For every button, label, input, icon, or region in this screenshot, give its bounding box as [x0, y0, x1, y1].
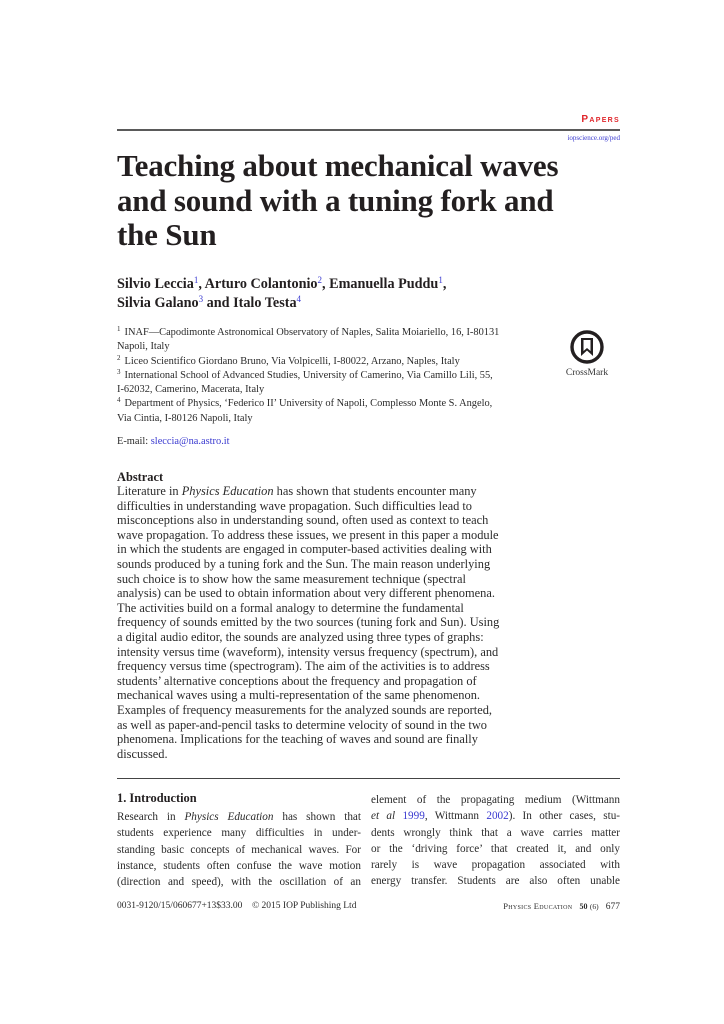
- author-name: Silvio Leccia: [117, 276, 194, 292]
- abstract-line: difficulties in understanding wave propagation. Such difficulties lead to: [117, 498, 473, 513]
- author-separator: and: [203, 295, 234, 311]
- paper-title: [117, 149, 637, 253]
- body-line: or the ‘driving force’ that created it, and only: [371, 842, 620, 855]
- text: has shown that students encounter many: [273, 484, 477, 498]
- abstract-line: mechanical waves using a multi-representation of the same phenomenon.: [117, 688, 480, 703]
- email-link[interactable]: sleccia@na.astro.it: [150, 436, 230, 447]
- author-name: Italo Testa: [233, 295, 297, 311]
- affiliation-number: 1: [117, 325, 121, 333]
- affiliation-text: Napoli, Italy: [117, 341, 170, 353]
- affiliation-item: [117, 397, 537, 426]
- text: , Wittmann: [424, 810, 487, 823]
- citation-link[interactable]: 2002: [486, 810, 509, 823]
- section-heading-introduction: 1. Introduction: [117, 791, 197, 805]
- abstract-line: phenomena. Implications for the teaching of waves and sound are finally: [117, 732, 478, 747]
- affiliation-text: INAF—Capodimonte Astronomical Observatory of Naples, Salita Moiariello, 16, I-80131: [124, 327, 500, 338]
- author-separator: ,: [322, 276, 330, 292]
- text: Research in: [117, 811, 185, 823]
- abstract-line: Examples of frequency measurements for the analyzed sounds are reported,: [117, 702, 493, 717]
- section-label: Papers: [581, 114, 620, 125]
- journal-url-link[interactable]: iopscience.org/ped: [567, 134, 620, 142]
- title-line: Teaching about mechanical waves: [117, 148, 559, 183]
- affiliation-ref[interactable]: 3: [198, 294, 204, 304]
- crossmark-badge[interactable]: [565, 330, 609, 378]
- journal-name: Physics Education: [184, 811, 274, 823]
- affiliation-text: International School of Advanced Studies, University of Camerino, Via Camillo Lili, 55,: [124, 369, 493, 381]
- body-line: element of the propagating medium (Wittmann: [371, 794, 620, 806]
- affiliation-ref[interactable]: 1: [193, 275, 199, 285]
- author-name: Arturo Colantonio: [204, 276, 318, 292]
- affiliation-text: Department of Physics, ‘Federico II’ University of Napoli, Complesso Monte S. Angelo,: [124, 398, 493, 410]
- affiliation-number: 4: [117, 396, 121, 405]
- author-list: [117, 275, 537, 313]
- abstract-line: misconceptions also in understanding sound, often used as context to teach: [117, 513, 489, 528]
- abstract-line: students’ alternative conceptions about the frequency and propagation of: [117, 673, 477, 688]
- abstract-line: [117, 484, 517, 499]
- abstract-line: analysis) can be used to obtain information about very different phenomena.: [117, 586, 495, 601]
- author-name: Emanuella Puddu: [329, 276, 439, 292]
- volume: 50: [579, 902, 588, 911]
- header-rule: [117, 129, 620, 131]
- affiliation-number: 2: [117, 353, 121, 362]
- journal-name: Physics Education: [503, 901, 573, 911]
- affiliation-item: [117, 326, 537, 355]
- author-name: Silvia Galano: [117, 295, 199, 311]
- abstract-line: in which the students are engaged in computer-based activities dealing with: [117, 542, 492, 557]
- abstract-line: such choice is to show how the same measurement technique (spectral: [117, 571, 466, 586]
- body-line: [117, 809, 361, 825]
- body-line: rarely is wave propagation associated with: [371, 859, 620, 872]
- page-number: 677: [605, 902, 620, 912]
- crossmark-label: CrossMark: [565, 368, 609, 378]
- body-line: (direction and speed), with the oscillation of an: [117, 876, 361, 889]
- copyright: © 2015 IOP Publishing Ltd: [251, 901, 357, 911]
- abstract-line: The activities build on a formal analogy to determine the fundamental: [117, 600, 464, 615]
- body-line: [371, 808, 620, 824]
- author-separator: ,: [198, 276, 205, 292]
- intro-column-left: [117, 809, 361, 890]
- article-code: 0031-9120/15/060677+13$33.00: [117, 901, 243, 911]
- affiliation-text: Via Cintia, I-80126 Napoli, Italy: [117, 412, 253, 424]
- abstract-line: sounds produced by a tuning fork and the Sun. The main reason underlying: [117, 556, 491, 571]
- affiliation-number: 3: [117, 367, 121, 376]
- title-line: the Sun: [117, 217, 217, 252]
- intro-column-right: [371, 792, 620, 890]
- body-line: standing basic concepts of mechanical waves. For: [117, 843, 361, 856]
- affiliation-item: [117, 369, 537, 398]
- affiliation-item: [117, 355, 537, 369]
- text: has shown that: [273, 811, 361, 823]
- affiliation-text: Liceo Scientifico Giordano Bruno, Via Volpicelli, I-80022, Arzano, Naples, Italy: [124, 355, 460, 367]
- affiliation-text: I-62032, Camerino, Macerata, Italy: [117, 384, 265, 396]
- body-line: instance, students often confuse the wave motion: [117, 859, 361, 872]
- journal-name: Physics Education: [181, 484, 274, 498]
- abstract-line: as well as paper-and-pencil tasks to determine velocity of sound in the two: [117, 717, 487, 732]
- body-line: dents wrongly think that a wave carries matter: [371, 826, 620, 839]
- body-line: students experience many difficulties in under-: [117, 827, 361, 840]
- abstract-line: wave propagation. To address these issues, we present in this paper a module: [117, 527, 499, 542]
- email-label: E-mail:: [117, 436, 151, 447]
- citation-link[interactable]: 1999: [402, 810, 425, 823]
- crossmark-icon: [570, 330, 604, 364]
- abstract-line: frequency versus time (spectrogram). The aim of the activities is to address: [117, 659, 490, 674]
- affiliation-ref[interactable]: 1: [438, 275, 443, 285]
- text: ). In other cases, stu-: [508, 810, 621, 823]
- section-rule: [117, 778, 620, 779]
- title-line: and sound with a tuning fork and: [117, 182, 554, 218]
- abstract-line: frequency of sounds emitted by the two sources (tuning fork and Sun). Using: [117, 615, 500, 630]
- footer-left: [117, 901, 356, 911]
- affiliation-ref[interactable]: 4: [296, 294, 302, 304]
- author-separator: ,: [442, 276, 447, 292]
- footer-right: [503, 901, 620, 912]
- abstract-line: intensity versus time (waveform), intensity versus frequency (spectrum), and: [117, 644, 499, 659]
- body-line: energy transfer. Students are also often unable: [371, 875, 620, 888]
- text: et al: [371, 810, 396, 823]
- abstract-line: discussed.: [117, 746, 168, 761]
- affiliation-ref[interactable]: 2: [317, 275, 323, 285]
- text: Literature in: [117, 484, 182, 498]
- affiliation-list: [117, 326, 537, 426]
- abstract-heading: Abstract: [117, 470, 164, 484]
- abstract-line: a digital audio editor, the sounds are analyzed using three types of graphs:: [117, 629, 484, 644]
- abstract-body: [117, 484, 517, 761]
- issue: (6): [589, 902, 599, 911]
- contact-email: [117, 436, 230, 447]
